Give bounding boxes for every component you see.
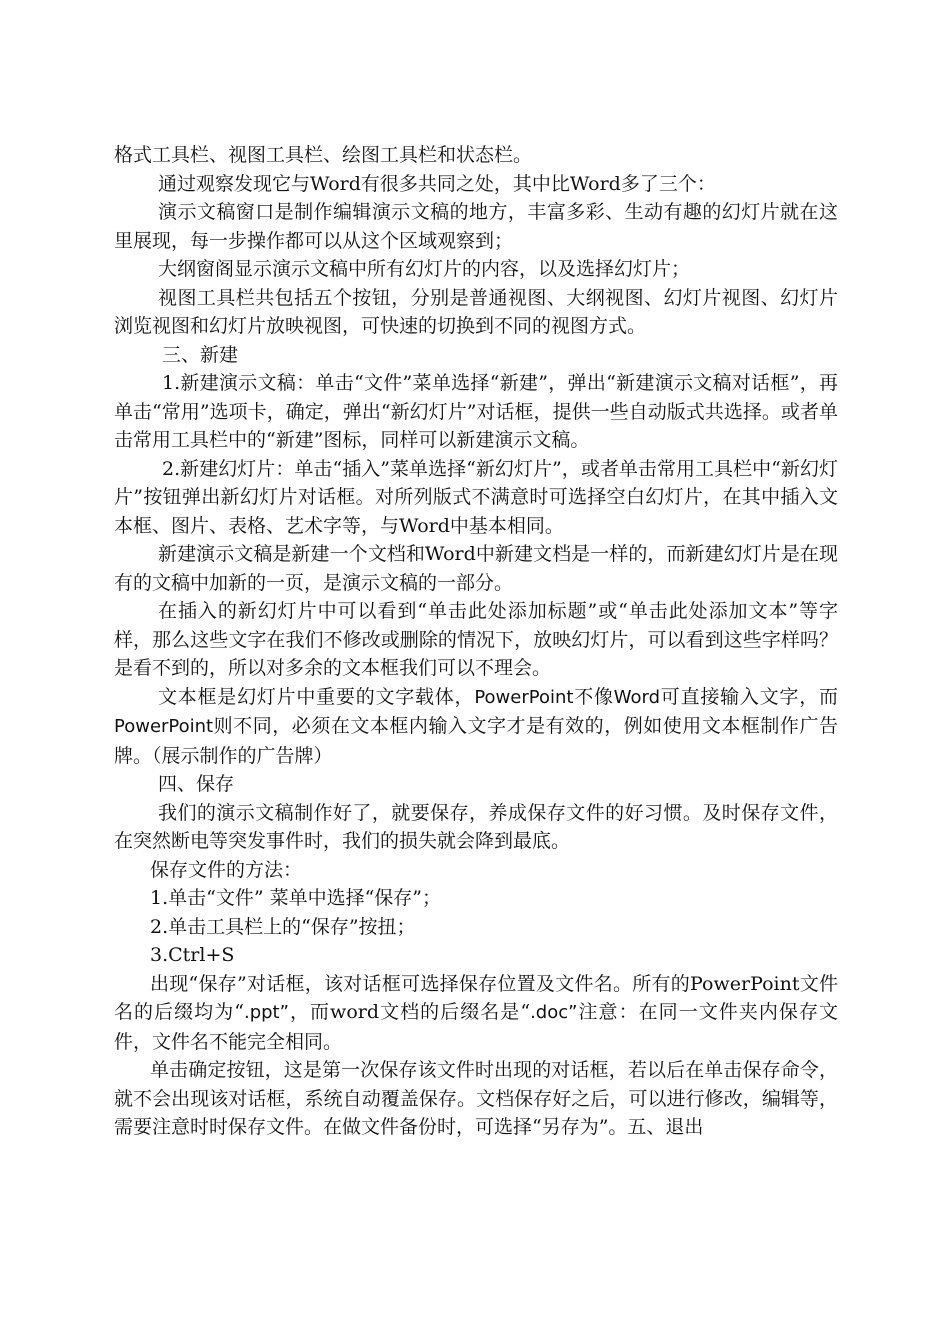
paragraph: 新建演示文稿是新建一个文档和Word中新建文档是一样的，而新建幻灯片是在现有的文稿中加新的一页，是演示文稿的一部分。: [114, 543, 838, 594]
text-run: ，而word文档的后缀名是“: [288, 1001, 531, 1023]
paragraph: 2.新建幻灯片：单击“插入”菜单选择“新幻灯片”，或者单击常用工具栏中“新幻灯片”按钮弹出新幻灯片对话框。对所列版式不满意时可选择空白幻灯片，在其中插入文本框、图片、表格、艺术字等，与Word中基本相同。: [114, 457, 838, 537]
paragraph: 单击确定按钮，这是第一次保存该文件时出现的对话框，若以后在单击保存命令，就不会出现该对话框，系统自动覆盖保存。文档保存好之后，可以进行修改，编辑等，需要注意时时保存文件。在做文件备份时，可选择“另存为”。五、退出: [114, 1059, 838, 1138]
list-item: 2.单击工具栏上的“保存”按扭；: [150, 915, 416, 938]
paragraph: 我们的演示文稿制作好了，就要保存，养成保存文件的好习惯。及时保存文件，在突然断电等突发事件时，我们的损失就会降到最底。: [114, 801, 838, 852]
paragraph: 视图工具栏共包括五个按钮，分别是普通视图、大纲视图、幻灯片视图、幻灯片浏览视图和幻灯片放映视图，可快速的切换到不同的视图方式。: [114, 286, 838, 337]
text-run-sans: PowerPoint: [474, 686, 574, 708]
section-heading: 四、保存: [158, 773, 235, 795]
paragraph: 演示文稿窗口是制作编辑演示文稿的地方，丰富多彩、生动有趣的幻灯片就在这里展现，每一步操作都可以从这个区域观察到；: [114, 201, 838, 252]
text-run-sans: Word: [613, 686, 661, 708]
text-run-sans: PowerPoint: [114, 716, 214, 737]
text-run: 出现“保存”对话框，该对话框可选择保存位置及文件名。所有的PowerPoint文件名的后缀均为“: [114, 972, 838, 1023]
paragraph: 保存文件的方法：: [150, 858, 303, 881]
paragraph-mixed-font: [114, 683, 838, 771]
paragraph: 格式工具栏、视图工具栏、绘图工具栏和状态栏。: [114, 144, 533, 166]
list-item: 1.单击“文件” 菜单中选择“保存”；: [150, 887, 442, 909]
document-body: [114, 141, 838, 1142]
text-run: 则不同，必须在文本框内输入文字才是有效的，例如使用文本框制作广告牌。（展示制作的广告牌）: [114, 715, 838, 767]
text-run: 文本框是幻灯片中重要的文字载体，: [158, 685, 475, 708]
paragraph: 通过观察发现它与Word有很多共同之处，其中比Word多了三个：: [158, 172, 716, 195]
text-run-sans: .doc”: [530, 1002, 578, 1023]
text-run: 不像: [573, 685, 614, 708]
paragraph: 大纲窗阁显示演示文稿中所有幻灯片的内容，以及选择幻灯片；: [158, 258, 691, 280]
paragraph: 在插入的新幻灯片中可以看到“单击此处添加标题”或“单击此处添加文本”等字样，那么这些文字在我们不修改或删除的情况下，放映幻灯片，可以看到这些字样吗？是看不到的，所以对多余的文本框我们可以不理会。: [114, 600, 838, 679]
text-run: 注意：在同一文件夹内保存文件，文件名不能完全相同。: [114, 1001, 838, 1053]
paragraph: 1.新建演示文稿：单击“文件”菜单选择“新建”，弹出“新建演示文稿对话框”，再单击“常用”选项卡，确定，弹出“新幻灯片”对话框，提供一些自动版式共选择。或者单击常用工具栏中的“新建”图标，同样可以新建演示文稿。: [114, 372, 838, 451]
list-item: 3.Ctrl+S: [150, 944, 235, 966]
text-run: 可直接输入文字，而: [660, 685, 838, 708]
section-heading: 三、新建: [162, 343, 239, 366]
paragraph-mixed-font: [114, 970, 838, 1057]
text-run-sans: .ppt”: [243, 1002, 289, 1023]
